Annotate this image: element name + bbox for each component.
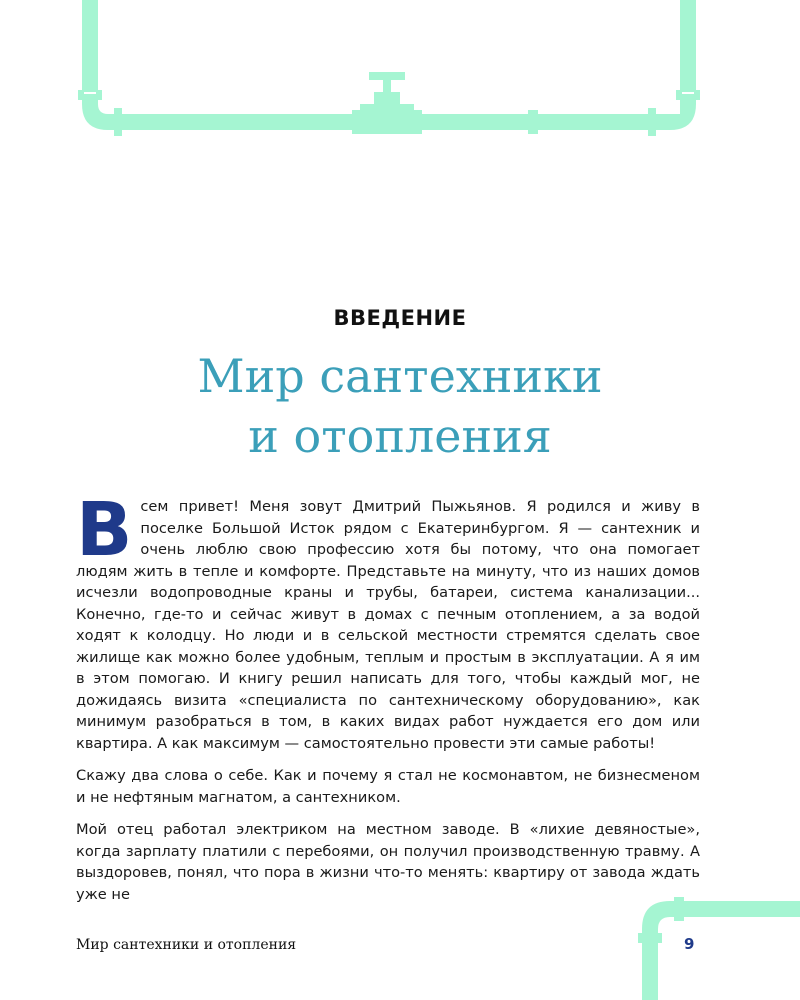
chapter-title-line-2: и отопления [248, 409, 552, 463]
drop-cap: В [76, 487, 133, 573]
body-text [76, 487, 700, 916]
pipe-frame-illustration [0, 0, 800, 140]
chapter-title [0, 346, 800, 466]
chapter-title-line-1: Мир сантехники [197, 349, 603, 403]
section-label: ВВЕДЕНИЕ [333, 306, 467, 330]
paragraph-3: Мой отец работал электриком на местном заводе. В «лихие девяностые», когда зарплату платили с перебоями, он получил производственную травму. А выздоровев, понял, что пора в жизни что-то менять: квартиру от завода ждать уже не [76, 821, 700, 903]
paragraph-1 [76, 487, 700, 754]
running-title: Мир сантехники и отопления [76, 937, 297, 953]
pipe-corner-illustration [620, 895, 800, 1000]
paragraph-1-text: сем привет! Меня зовут Дмитрий Пыжьянов. Я родился и живу в поселке Большой Исток рядом с Екатеринбургом. Я — сантехник и очень люблю свою профессию хотя бы потому, что она помогает людям жить в тепле и комфорте. Представьте на минуту, что из наших домов исчезли водопроводные краны и трубы, батареи, система канализации... Конечно, где-то и сейчас живут в домах с печным отоплением, а за водой ходят к колодцу. Но люди и в сельской местности стремятся сделать свое жилище как можно более удобным, теплым и простым в эксплуатации. А я им в этом помогаю. И книгу решил написать для того, чтобы каждый мог, не дожидаясь визита «специалиста по сантехническому оборудованию», как минимум разобраться в том, в каких видах работ нуждается его дом или квартира. А как максимум — самостоятельно провести эти самые работы! [76, 498, 700, 752]
page-number: 9 [684, 935, 695, 953]
paragraph-2: Скажу два слова о себе. Как и почему я стал не космонавтом, не бизнесменом и не нефтяным магнатом, а сантехником. [76, 767, 700, 806]
